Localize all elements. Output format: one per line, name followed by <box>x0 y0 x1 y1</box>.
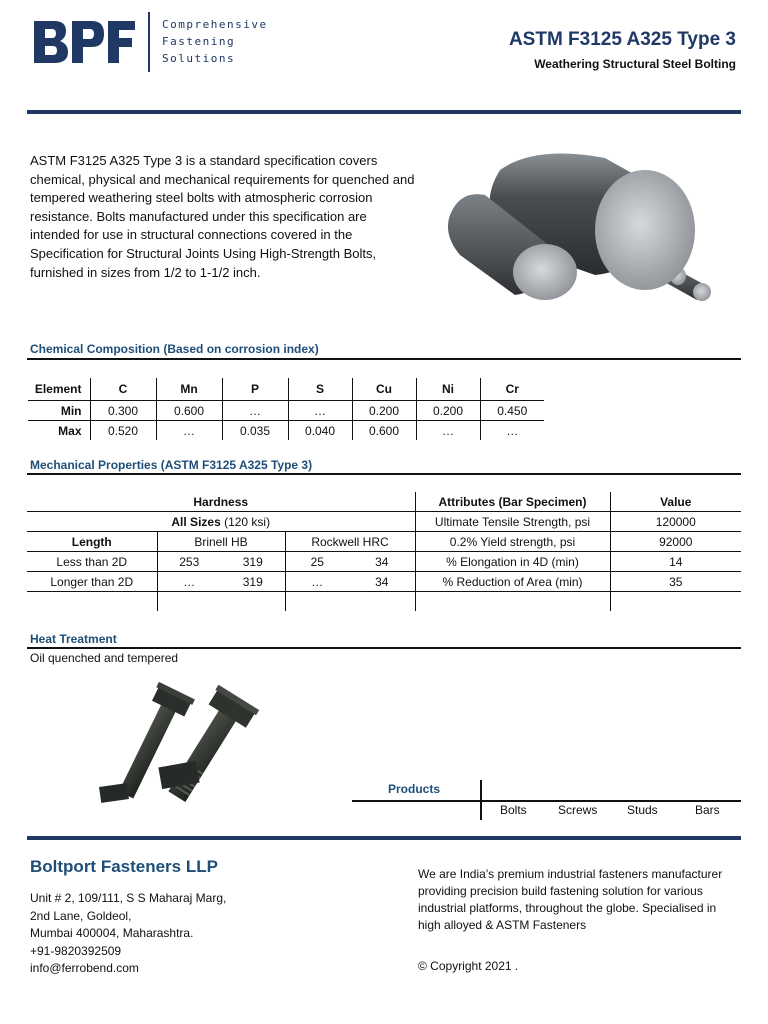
table-cell: 0.200 <box>352 401 416 421</box>
length-cell: Longer than 2D <box>27 572 157 592</box>
table-row-empty <box>27 592 741 612</box>
table-cell <box>157 592 221 612</box>
steel-bars-image <box>445 140 735 310</box>
heat-rule <box>27 647 741 649</box>
about-text: We are India's premium industrial fasteners manufacturer providing precision build fastening solution for various industrial platforms, throughout the globe. Specialised in high alloyed & ASTM Fasteners <box>418 867 723 932</box>
logo-divider <box>148 12 150 72</box>
table-cell: … <box>288 401 352 421</box>
all-sizes-cell <box>27 512 415 532</box>
hrc-max-cell: 34 <box>349 572 415 592</box>
table-row <box>27 532 741 552</box>
hb-min-cell: … <box>157 572 221 592</box>
table-cell: 0.600 <box>156 401 222 421</box>
company-address <box>30 890 226 978</box>
attribute-value: 92000 <box>610 532 741 552</box>
hrc-min-cell: 25 <box>285 552 349 572</box>
rockwell-header: Rockwell HRC <box>285 532 415 552</box>
chemical-rule <box>27 358 741 360</box>
products-heading: Products <box>388 782 441 796</box>
logo-tagline <box>162 16 268 67</box>
table-cell <box>610 592 741 612</box>
brinell-header: Brinell HB <box>157 532 285 552</box>
attributes-header: Attributes (Bar Specimen) <box>415 492 610 512</box>
attribute-value: 120000 <box>610 512 741 532</box>
hb-max-cell: 319 <box>221 552 285 572</box>
tagline-line: Solutions <box>162 52 236 65</box>
table-row <box>28 401 544 421</box>
chemical-table <box>28 378 544 440</box>
mechanical-rule <box>27 473 741 475</box>
hb-min-cell: 253 <box>157 552 221 572</box>
hardness-header: Hardness <box>27 492 415 512</box>
product-item-bars[interactable]: Bars <box>695 803 720 817</box>
attribute-name: % Reduction of Area (min) <box>415 572 610 592</box>
table-cell: … <box>480 421 544 441</box>
header-rule <box>27 110 741 114</box>
hex-bolts-icon <box>88 680 263 815</box>
table-cell <box>221 592 285 612</box>
table-cell: 0.600 <box>352 421 416 441</box>
table-row <box>28 421 544 441</box>
chemical-heading: Chemical Composition (Based on corrosion index) <box>30 342 319 356</box>
table-cell: 0.300 <box>90 401 156 421</box>
column-header: C <box>90 378 156 401</box>
company-logo <box>32 17 136 67</box>
table-cell: … <box>416 421 480 441</box>
table-cell: 0.040 <box>288 421 352 441</box>
heat-heading: Heat Treatment <box>30 632 117 646</box>
table-cell <box>415 592 610 612</box>
table-cell: 0.520 <box>90 421 156 441</box>
column-header: P <box>222 378 288 401</box>
table-cell <box>349 592 415 612</box>
table-header-row <box>27 492 741 512</box>
column-header: Element <box>28 378 90 401</box>
address-line: Mumbai 400004, Maharashtra. <box>30 926 194 940</box>
row-label: Min <box>28 401 90 421</box>
address-line: 2nd Lane, Goldeol, <box>30 908 132 923</box>
bolts-image <box>88 680 263 815</box>
table-cell: … <box>222 401 288 421</box>
footer-rule <box>27 836 741 840</box>
product-item-studs[interactable]: Studs <box>627 803 658 817</box>
table-cell: 0.035 <box>222 421 288 441</box>
all-sizes-label: All Sizes <box>171 514 221 529</box>
round-bars-icon <box>445 140 735 310</box>
column-header: Cu <box>352 378 416 401</box>
length-cell: Less than 2D <box>27 552 157 572</box>
table-cell <box>27 592 157 612</box>
table-cell: … <box>156 421 222 441</box>
attribute-name: 0.2% Yield strength, psi <box>415 532 610 552</box>
row-label: Max <box>58 423 82 438</box>
table-row <box>27 552 741 572</box>
email-link[interactable]: info@ferrobend.com <box>30 961 139 975</box>
phone-number[interactable]: +91-9820392509 <box>30 943 122 958</box>
attribute-value: 14 <box>610 552 741 572</box>
table-cell: 0.200 <box>416 401 480 421</box>
product-item-bolts[interactable]: Bolts <box>500 803 527 817</box>
intro-paragraph: ASTM F3125 A325 Type 3 is a standard specification covers chemical, physical and mechanical requirements for quenched and tempered weathering steel bolts with atmospheric corrosion resistance. Bolts manufactured under this specification are intended for use in structural connections covered in the Specification for Structural Joints Using High-Strength Bolts, furnished in sizes from 1/2 to 1-1/2 inch. <box>30 153 415 280</box>
mechanical-table <box>27 492 741 611</box>
hrc-max-cell: 34 <box>349 552 415 572</box>
table-cell: 0.450 <box>480 401 544 421</box>
table-cell <box>285 592 349 612</box>
attribute-name: % Elongation in 4D (min) <box>415 552 610 572</box>
hb-max-cell: 319 <box>221 572 285 592</box>
length-header: Length <box>27 532 157 552</box>
table-row <box>27 512 741 532</box>
attribute-name: Ultimate Tensile Strength, psi <box>415 512 610 532</box>
all-sizes-note: (120 ksi) <box>220 514 271 529</box>
products-rule <box>352 800 741 802</box>
table-row <box>27 572 741 592</box>
document-title: ASTM F3125 A325 Type 3 <box>508 29 736 50</box>
column-header: Cr <box>480 378 544 401</box>
mechanical-heading: Mechanical Properties (ASTM F3125 A325 Type 3) <box>30 458 313 472</box>
table-header-row <box>28 378 544 401</box>
heat-text: Oil quenched and tempered <box>30 651 179 665</box>
bpf-logo-icon <box>32 17 136 67</box>
address-line: Unit # 2, 109/111, S S Maharaj Marg, <box>30 891 227 905</box>
attribute-value: 35 <box>610 572 741 592</box>
value-header: Value <box>610 492 741 512</box>
column-header: Mn <box>156 378 222 401</box>
copyright: © Copyright 2021 . <box>418 959 519 973</box>
document-subtitle: Weathering Structural Steel Bolting <box>534 57 736 71</box>
hrc-min-cell: … <box>285 572 349 592</box>
company-name: Boltport Fasteners LLP <box>30 857 218 876</box>
tagline-line: Fastening <box>162 35 236 48</box>
tagline-line: Comprehensive <box>162 18 268 31</box>
column-header: S <box>288 378 352 401</box>
column-header: Ni <box>416 378 480 401</box>
product-item-screws[interactable]: Screws <box>558 803 598 817</box>
